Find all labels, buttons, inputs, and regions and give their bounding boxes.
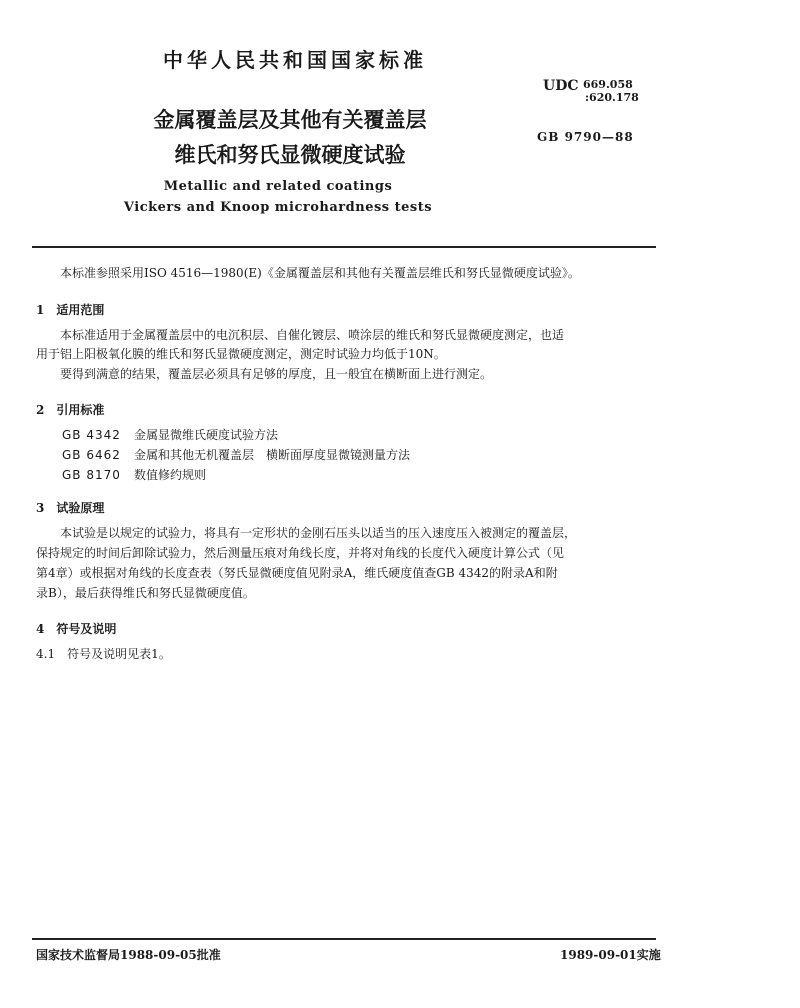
reference-code: GB 8170 <box>62 468 121 482</box>
title-en-line2: Vickers and Knoop microhardness tests <box>123 200 433 215</box>
udc-code-line2: :620.178 <box>585 91 639 104</box>
title-en-line1: Metallic and related coatings <box>163 179 393 194</box>
section-3-line4: 录B），最后获得维氏和努氏显微硬度值。 <box>36 586 255 600</box>
reference-title: 金属显微维氏硬度试验方法 <box>134 428 279 442</box>
title-cn-line2: 维氏和努氏显微硬度试验 <box>174 142 406 167</box>
section-4-heading: 4 符号及说明 <box>36 622 117 636</box>
section-3-line2: 保持规定的时间后卸除试验力，然后测量压痕对角线长度，并将对角线的长度代入硬度计算公式（见 <box>36 546 565 560</box>
effective-date: 1989-09-01实施 <box>560 948 661 962</box>
reference-title: 金属和其他无机覆盖层 横断面厚度显微镜测量方法 <box>134 448 411 462</box>
reference-code: GB 6462 <box>62 448 121 462</box>
reference-item <box>62 446 410 466</box>
section-3-line1: 本试验是以规定的试验力，将具有一定形状的金刚石压头以适当的压入速度压入被测定的覆盖层， <box>60 526 577 540</box>
intro-paragraph: 本标准参照采用ISO 4516—1980(E)《金属覆盖层和其他有关覆盖层维氏和努氏显微硬度试验》。 <box>60 266 580 280</box>
udc-code <box>583 78 639 104</box>
section-2-heading: 2 引用标准 <box>36 403 105 417</box>
footer-divider <box>32 938 656 940</box>
section-3-heading: 3 试验原理 <box>36 501 105 515</box>
udc-code-line1: 669.058 <box>583 78 633 91</box>
section-4-item-1: 4.1 符号及说明见表1。 <box>36 647 171 661</box>
section-1-paragraph-line1: 本标准适用于金属覆盖层中的电沉积层、自催化镀层、喷涂层的维氏和努氏显微硬度测定，也适 <box>60 328 565 342</box>
section-1-paragraph-line2: 用于铝上阳极氧化膜的维氏和努氏显微硬度测定，测定时试验力均低于10N。 <box>36 347 446 361</box>
reference-item <box>62 466 410 486</box>
reference-list <box>62 426 410 486</box>
reference-code: GB 4342 <box>62 428 121 442</box>
section-1-heading: 1 适用范围 <box>36 303 105 317</box>
section-1-paragraph-2: 要得到满意的结果，覆盖层必须具有足够的厚度，且一般宜在横断面上进行测定。 <box>60 367 493 381</box>
udc-label: UDC <box>543 78 579 94</box>
reference-title: 数值修约规则 <box>134 468 207 482</box>
title-cn-line1: 金属覆盖层及其他有关覆盖层 <box>153 107 427 132</box>
reference-item <box>62 426 410 446</box>
header-divider <box>32 246 656 248</box>
gb-standard-number: GB 9790—88 <box>537 130 634 144</box>
section-3-line3: 第4章）或根据对角线的长度查表（努氏显微硬度值见附录A，维氏硬度值查GB 4342的附录A和附 <box>36 566 558 580</box>
approval-date: 国家技术监督局1988-09-05批准 <box>36 948 221 962</box>
national-standard-heading: 中华人民共和国国家标准 <box>163 48 427 72</box>
